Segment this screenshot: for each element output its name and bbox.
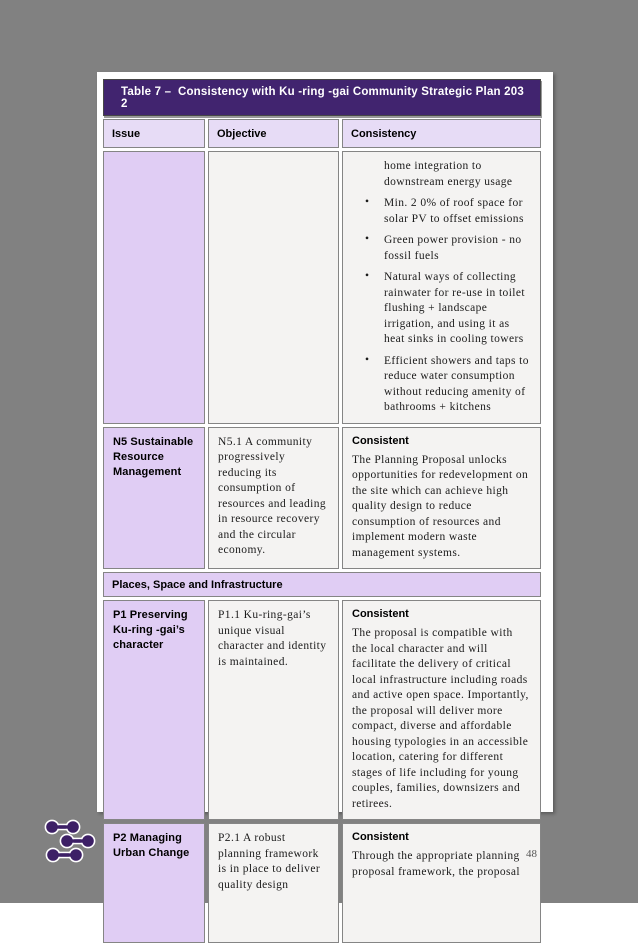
column-header-issue: Issue (103, 119, 205, 148)
objective-cell-n5 (208, 427, 339, 570)
bullet-continuation-text: home integration to downstream energy usage (384, 160, 513, 188)
consistency-cell-n5 (342, 427, 541, 570)
consistency-text: Through the appropriate planning proposal framework, the proposal (352, 850, 521, 878)
objective-text: N5.1 A community progressively reducing its consumption of resources and leading in resource recovery and the circular economy. (218, 435, 327, 556)
consistency-table (100, 76, 544, 946)
objective-cell-p2 (208, 823, 339, 943)
objective-text: P1.1 Ku-ring-gai’s unique visual character and identity is maintained. (218, 609, 327, 668)
consistency-text: The Planning Proposal unlocks opportunities for redevelopment on the site which can achieve high quality design to reduce consumption of resources and implement modern waste management systems. (352, 453, 529, 559)
objective-cell-p1 (208, 600, 339, 820)
table-row (103, 427, 541, 570)
three-link-molecule-logo-icon (40, 817, 100, 865)
column-header-consistency: Consistency (342, 119, 541, 148)
objective-text: P2.1 A robust planning framework is in place to deliver quality design (218, 832, 321, 891)
column-header-objective: Objective (208, 119, 339, 148)
issue-cell-p2: P2 Managing Urban Change (103, 823, 205, 943)
issue-cell-n5: N5 Sustainable Resource Management (103, 427, 205, 570)
table-row (103, 600, 541, 820)
consistency-text: The proposal is compatible with the local character and will facilitate the delivery of critical local infrastructure including roads and active open space. Importantly, the proposal will deliver more compact, diverse and affordable housing typologies in an accessible location, catering for different stages of life including for young couples, families, downsizers and retirees. (352, 627, 529, 810)
consistency-cell-p1 (342, 600, 541, 820)
consistency-cell-p2 (342, 823, 541, 943)
table-row (103, 823, 541, 943)
consistent-label: Consistent (352, 831, 409, 843)
issue-cell-p1: P1 Preserving Ku-ring -gai’s character (103, 600, 205, 820)
bullet-item: • Green power provision - no fossil fuels (364, 233, 531, 264)
objective-cell-empty (208, 151, 339, 424)
section-header-places: Places, Space and Infrastructure (103, 572, 541, 597)
bullet-item: • Efficient showers and taps to reduce water consumption without reducing amenity of bathrooms + kitchens (364, 354, 531, 416)
bullet-item: • Min. 2 0% of roof space for solar PV to offset emissions (364, 196, 531, 227)
consistent-label: Consistent (352, 434, 409, 447)
consistent-label: Consistent (352, 608, 409, 620)
issue-cell-empty (103, 151, 205, 424)
table-row (103, 151, 541, 424)
consistency-cell (342, 151, 541, 424)
page-number: 48 (526, 848, 537, 860)
table-title-bar: Table 7 – Consistency with Ku -ring -gai Community Strategic Plan 203 2 (103, 79, 541, 116)
bullet-item: • Natural ways of collecting rainwater for re-use in toilet flushing + landscape irrigation, and using it as heat sinks in cooling towers (364, 270, 531, 348)
